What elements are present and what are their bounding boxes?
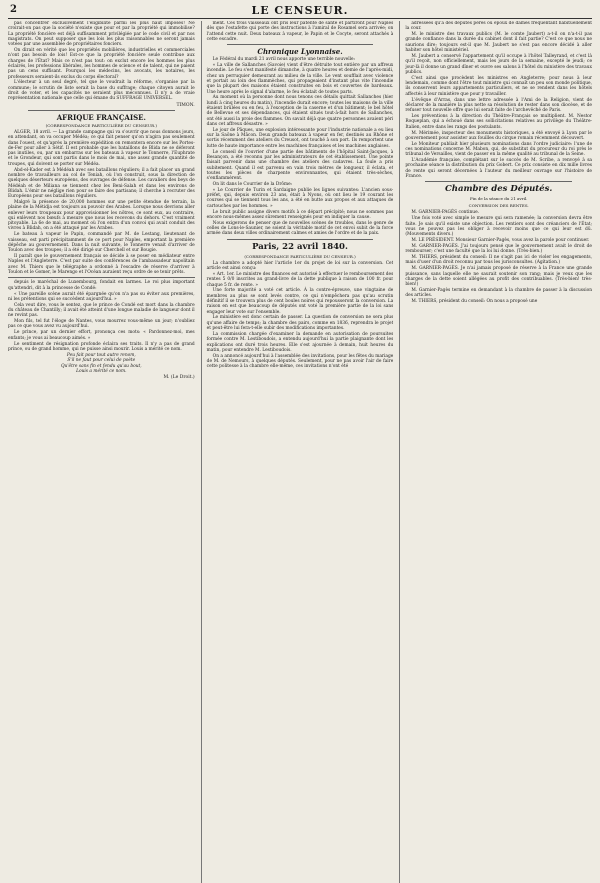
article-paragraph: Le jour de Pâques, une explosion intéressante pour l'industrie nationale a eu lieu sur la Saône à Mâcon. Deux grands bateaux à vapeur en fer, destinés au Rhône et sortis récemment des ateliers du Creusot, ont touché à son port. Ils remportent une lutte de haute importance entre les machines françaises et les machines anglaises. [206,127,394,149]
article-paragraph: Mon fils, tel fut l'éloge de Nantes, vous mourrez vous-même un jour; n'oubliez pas ce que vous avez vu aujourd'hui. [8,319,195,330]
section-title: Chambre des Députés. [445,184,553,195]
article-paragraph: « La ville de Sallanches (Savoie) vient d'être détruite tout entière par un affreux incendie. Le feu s'est manifesté dimanche, à quatre heures et demie de l'après-midi, chez un perruquier demeurant au milieu de la ville. Le vent soufflait avec violence et portait au loin des flammèches, qui propageaient d'instant plus vite l'incendie que la plupart des maisons étaient construites en bois et couvertes de bardeaux. Une heure après le signal d'alarme, le feu éclatait de toutes parts. [206,63,394,95]
article-paragraph: M. THIERS, président du conseil: Il ne s'agit pas ici de violer les engagements, mais d'user d'un droit reconnu par tous les jurisconsultes. (Agitation.) [405,255,593,266]
article-paragraph: adressées qu'à des députés pères ou époux de dames fréquentant habituellement la cour. [405,21,593,32]
section-subtitle: (CORRESPONDANCE PARTICULIÈRE DU CENSEUR.) [45,122,157,128]
article-paragraph: Le Fédéral du mardi 21 avril nous apporte une terrible nouvelle: [212,57,356,63]
article-paragraph: depuis le maréchal de Luxembourg, fondait en larmes. Le roi plus important qu'attendri, dit à la princesse de Condé: [8,280,195,291]
section-divider [227,239,374,240]
masthead [8,4,592,19]
article-paragraph: Le sentiment de résignation profonde éclaira ses traits. Il n'y a pas de grand prince, ou de grand homme, qui ne puisse ainsi mourir. Louis a mérité ce nom. [8,341,195,352]
article-paragraph: Au moment où la personne dont nous tenons ces détails quittait Sallanches (hier lundi à cinq heures du matin), l'incendie durait encore; toutes les maisons de la ville étaient brûlées ou en feu, à l'exception de la caserne et d'un bâtiment; le bel hôtel de Bellevue et ses dépendances, qui étaient situés tout-à-fait hors de Sallanches, ont été aussi la proie des flammes. On savait déjà que quatre personnes avaient péri dans cet affreux désastre. » [206,95,394,127]
article-paragraph: L'Académie française, complétant sur le succès de M. Scribe, a renvoyé à sa prochaine séance la distribution du prix Gobert. Ce prix consiste en dix mille livres de rente qui seront décernées à l'auteur du meilleur ouvrage sur l'histoire de France. [405,158,593,180]
article-paragraph: L'évêque d'Arras, dans une lettre adressée à l'Ami de la Religion, vient de déclarer de la manière la plus nette sa résolution de rester dans son diocèse, et de refuser tout nouvelle offre que lui serait faite de l'archevêché de Paris. [405,97,593,114]
column-right [399,21,592,883]
poem-signature: M. (Le Droit.) [163,374,195,380]
section-divider [227,44,374,45]
section-divider [8,277,195,278]
article-paragraph: On dirait en vérité que les propriétés mobilières, industrielles et commerciales n'ont pas besoin de lois! Est-ce que la propriété foncière seule contribue aux charges de l'État? Mais ce n'est pas tout: on exclut encore les hommes les plus éclairés, les professions libérales, les hommes de science et de talent, qui ne paient pas un cens suffisant. Pourquoi les médecins, les avocats, les notaires, les professeurs seraient-ils exclus du corps électoral? [8,48,195,80]
poem-line: Peu fait pour tout autre renom, [66,353,136,359]
article-paragraph: M. GARNIER-PAGÈS. Je n'ai jamais proposé de réserve à la France une grande puissance, sans laquelle elle ne saurait soutenir son rang; mais je veux que les charges de la dette soient allégées au profit des contribuables. (Très-bien! très-bien!) [405,266,593,288]
article-paragraph: Malgré la présence de 20,000 hommes sur une petite étendue de terrain, la plaine de la Métidja est toujours au pouvoir des Arabes. Lorsque nous devrions aller enlever leurs troupeaux pour approvisionner les nôtres, ce sont eux, au contraire, qui enlèvent nos bœufs à mesure que nous les recevons du dehors. C'est vraiment pitoyable. La 6e de mai, au moment où l'on entra d'un convoi qui avait conduit des vivres à Blidah, on a été attaqué par les Arabes. [8,199,195,232]
section-subtitle: CONVERSION DES RENTES. [468,203,529,209]
section-title: AFRIQUE FRANÇAISE. [56,112,146,122]
article-signature: TIMON. [176,102,195,108]
article-paragraph: M. Jaubert a conservé l'appartement qu'il occupe à l'hôtel Talleyrand, et c'est là qu'il reçoit, non officiellement, mais les jours de la semaine, excepté le jeudi; ce jour-là il donne un grand dîner et ouvre ses salons à l'hôtel du ministère des travaux publics. [405,53,593,75]
article-paragraph: « Le Courrier de Turin et Sardaigne publie les lignes suivantes: L'ancien sous-préfet, qui, depuis environ 23 ans, était à Nyons, où ont lieu le 19 courant les courses qui se tiennent tous les ans, a été en butte aux propos et aux attaques de cartouches par les hommes. » [206,187,394,209]
article-paragraph: Le ministère est donc certain de passer. La question de conversion ne sera plus qu'une affaire de temps; la chambre des pairs, comme en 1836, reprendra le projet et peut-être lui fera-t-elle subir des modifications importantes. [206,315,394,332]
section-subtitle: (CORRESPONDANCE PARTICULIÈRE DU CENSEUR.) [244,253,356,259]
section-title: Paris, 22 avril 1840. [252,241,348,252]
newspaper-title: LE CENSEUR. [251,4,349,17]
article-paragraph: Le Moniteur publiait hier plusieurs nominations dans l'ordre judiciaire: l'une de ces nominations concerne M. Mabon, qui, de substitut du procureur du roi près le tribunal de Versailles, vient de passer en la même qualité au tribunal de la Seine. [405,141,593,158]
section-title: Chronique Lyonnaise. [257,47,343,57]
section-subtitle: Fin de la séance du 21 avril. [469,196,528,202]
poem-line: Louis a mérité ce nom. [76,368,127,374]
article-paragraph: Le bateau à vapeur le Papin, commandé par M. de Lestang, lieutenant de vaisseau, est parti précipitamment de ce port pour Naples, emportant la première dépêche au gouvernement. Dans la nuit suivante, le Tonnerre venait d'arriver de Toulon avec des troupes; il a été dirigé sur Cherchell et sur Bougie. [8,232,195,254]
article-paragraph: Le bruit public assigne divers motifs à ce départ précipité; nous ne sommes pas encore nous-mêmes assez sûrement renseignés pour en indiquer la cause. [206,209,394,220]
article-paragraph: M. le ministre des travaux publics (M. le comte Jaubert) a-t-il on n'a-t-il pas grande confiance dans la durée du cabinet dont il fait partie? C'est ce que nous ne saurions dire; toujours est-il que M. Jaubert ne s'est pas encore décidé à aller habiter son hôtel ministériel. [405,32,593,54]
article-paragraph: Une forte majorité a voté cet article. À la contre-épreuve, une vingtaine de membres au plus se sont levés contre, ce qui n'empêchera pas qu'au scrutin définitif il se trouvera plus de cent boules noires qui repousseront la conversion. La raison en est que beaucoup de députés ont voté la première partie de la loi sans engager leur vote sur l'ensemble. [206,288,394,315]
article-paragraph: M. THIERS, président du conseil: On nous a proposé une [411,299,538,305]
column-middle [201,21,394,883]
article-paragraph: M. LE PRÉSIDENT. Monsieur Garnier-Pagès, vous avez la parole pour continuer. [411,238,590,244]
article-paragraph: C'est ainsi que procèdent les ministres en Angleterre; pour nous à leur lendemain, comme dont l'être tout ministre qui connaît un peu son monde politique, ils conservent leurs appartements particuliers, et ne se rendent dans les hôtels affectés à leur ministère que pour y travailler. [405,75,593,97]
article-paragraph: M. GARNIER-PAGÈS. J'ai toujours pensé que le gouvernement avait le droit de rembourser; c'est une faculté que la loi lui donne. (Très-bien.) [405,243,593,255]
article-paragraph: M. Garnier-Pagès termine en demandant à la chambre de passer à la discussion des articles. [405,288,593,299]
article-paragraph: ment. Ces trois vaisseaux ont pris leur patente de santé et partiront pour Naples dès que l'estafette qui porte des instructions à l'amiral de Rosamel sera arrivée; on l'attend cette nuit. Deux bateaux à vapeur, le Papin et le Cocyte, seront attachés à cette escadre. [206,21,394,42]
poem-line: Qu'être sans fin et fendu qu'au bout, [60,363,142,369]
article-paragraph: La chambre a adopté hier l'article 1er du projet de loi sur la conversion. Cet article est ainsi conçu: [206,260,394,272]
article-paragraph: Une fois voté avec simple le mesure qui sera ramenée; la conversion devra être faite. Je sais qu'il existe une objection. Les rentiers sont des créanciers de l'État; vous ne pouvez pas les obliger à recevoir moins que ce qui leur est dû. (Mouvements divers.) [405,216,593,238]
section-divider [425,181,572,182]
article-paragraph: Nous exigerons de penser que de nouvelles scènes de troubles, dans le genre de celles de Lons-le-Saunier, ne soient la véritable motif de cet envoi subit de la force armée dans deux villes ordinairement calmes et amies de l'ordre et de la paix. [206,220,394,237]
article-paragraph: « Art. 1er. Le ministre des finances est autorisé à effectuer le remboursement des rentes 5 0/0 inscrites au grand-livre de la dette publique à raison de 100 fr. pour chaque 5 fr. de rente. » [206,271,394,288]
article-paragraph: La commission chargée d'examiner la demande en autorisation de poursuites formée contre M. Lestiboudois, a entendu aujourd'hui la partie plaignante dont les explications ont duré trois heures. Elle s'est ajournée à demain, huit heures du matin, pour entendre M. Lestiboudois. [206,331,394,353]
article-paragraph: L'électeur à un seul degré, tel que le voudrait la réforme, s'organise par la commune; le scrutin de liste serait la base du suffrage; chaque citoyen aurait le droit de voter, et les capacités ne seraient plus méconnues. Il n'y a de vraie représentation nationale que celle qui émane du SUFFRAGE UNIVERSEL. [8,80,195,102]
epigram-poem [8,353,195,374]
article-paragraph: « Une pareille scène aurait été épargnée qu'on n'a pas su éviter aux premières, ni les prétentions qui se succèdent aujourd'hui. » [8,291,195,302]
article-paragraph: Les préventions à la direction du Théâtre-Français se multiplient. M. Nestor Roqueplan, qui a échoué dans ses sollicitations relatives au privilège du Théâtre-Italien, entre dans les rangs des postulants. [405,114,593,130]
article-paragraph: On a annoncé aujourd'hui à l'assemblée des invitations, pour les fêtes du mariage de M. de Nemours, à quelques députés. Seulement, pour ne pas avoir l'air de faire cette politesse à la chambre elle-même, ces invitations n'ont été [206,353,394,370]
article-paragraph: Le prince, par un dernier effort, prononça ces mots: « Pardonnez-moi, mes enfants; je vous ai beaucoup aimés. » [8,330,195,341]
article-paragraph: ALGER, 18 avril. — La grande campagne qui va s'ouvrir que nous donnons jours, en attendant, on va occuper Médéa; ce qui fait penser qu'on n'agira pas seulement dans l'ouest, et qu'après la première expédition on remontera encore sur les Portes-de-Fer pour aller à Sétif. Il est probable que les bataillons de Blida ne se déferont pas inutiles, ou, par un embarras sur les bateaux à vapeur le Tonnerre, l'Euphrate et le Grondeur, qui sont partis dans le mois de mai, une assez grande quantité de troupes, qui doivent se porter sur Médéa. [8,129,195,167]
article-paragraph: Il paraît que le gouvernement français se décide à se poser en médiateur entre Naples et l'Angleterre. C'est par suite des conférences de l'ambassadeur napolitain avec M. Thiers que le télégraphe a ordonné à l'escadre de réserve d'arriver à Toulon et le Gomer, le Marengo et l'Océan auraient reçu ordre de se tenir prêts. [8,254,195,276]
section-divider [28,110,175,111]
article-paragraph: pas concentrer exclusivement l'éligibilité parmi les plus haut imposés! Ne croirait-on pas que la société n'existe que pour et par la propriété qui immobilise? La propriété foncière est déjà suffisamment privilégiée par le code civil et par nos magistrats. On peut supposer que les lois les plus raisonnables ne seront jamais votées par une assemblée de propriétaires fonciers. [8,21,195,48]
article-paragraph: Cela veut dire, vous le sentez, que le prince de Condé est mort dans la chambre du château de Chantilly; il avait été atteint d'une longue maladie de langueur dont il ne revint pas. [8,302,195,319]
poem-line: S'il ne faut pour celui de poète [67,358,136,364]
article-paragraph: Abd-el-Kader est à Médéah avec ses bataillons réguliers; il a fait placer un grand nombre de travailleurs au col de Teniah, où l'on construit, sous la direction de quelques déserteurs européens, des ouvrages de défense. Les cavaliers des beys de Médéah et de Miliana se tiennent chez les Beni-Salah et dans les environs de Blidah. L'émir ne néglige rien pour se faire des partisans; il cherche à recruter des Européens pour ses bataillons réguliers. [8,167,195,200]
columns [8,21,592,883]
article-paragraph: On lit dans le Courrier de la Drôme: [212,181,293,187]
page-number: 2 [10,4,17,15]
column-left [8,21,195,883]
article-paragraph: M. GARNIER-PAGÈS continue. [411,210,480,216]
article-paragraph: Le conseil de l'ouvrier d'une partie des bâtiments de l'hôpital Saint-Jacques, à Besançon, a été reconnu par les administrateurs de cet établissement. Une pointe faisait parvenir dans une chambre des ateliers des cadavres. La foule a pris subitement. Quand il est parvenu en vain trois mètres de longueur, il éclata, et toutes les pièces de charpente environnantes, qui étaient très-sèches, s'enflammèrent. [206,149,394,182]
article-paragraph: M. Mérimée, inspecteur des monuments historiques, a été envoyé à Lyon par le gouvernement pour assister aux fouilles du cirque romain récemment découvert. [405,130,593,141]
